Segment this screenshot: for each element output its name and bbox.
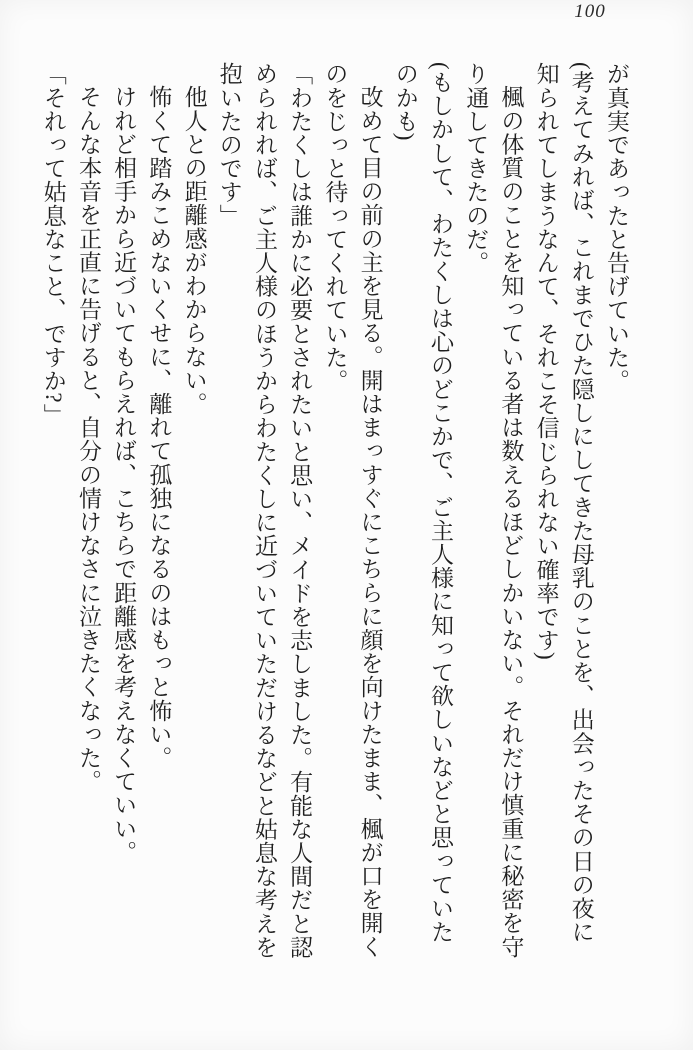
paragraph-1: が真実であったと告げていた。 [604,62,629,393]
paragraph-3: 楓の体質のことを知っている者は数えるほどしかいない。それだけ慎重に秘密を守り通してきたのだ。 [463,62,524,959]
paragraph-5: 改めて目の前の主を見る。開はまっすぐにこちらに顔を向けたまま、楓が口を開くのをじっと待ってくれていた。 [322,62,383,959]
page-number: 100 [574,1,606,22]
paragraph-8: 怖くて踏みこめないくせに、離れて孤独になるのはもっと怖い。 [146,85,172,770]
paragraph-11: 「それって姑息なこと、ですか?」 [40,62,66,427]
paragraph-2: (考えてみれば、これまでひた隠しにしてきた母乳のことを、出会ったその日の夜に知られてしまうなんて、それこそ信じられない確率です) [533,62,594,944]
text-area [36,62,634,959]
paragraph-9: けれど相手から近づいてもらえれば、こちらで距離感を考えなくていい。 [111,85,137,864]
paragraph-4: (もしかして、わたくしは心のどこかで、ご主人様に知って欲しいなどと思っていたのかも) [392,62,453,944]
paragraph-7: 他人との距離感がわからない。 [181,85,207,416]
paragraph-10: そんな本音を正直に告げると、自分の情けなさに泣きたくなった。 [75,85,101,793]
paragraph-6: 「わたくしは誰かに必要とされたいと思い、メイドを志しました。有能な人間だと認められれば、ご主人様のほうからわたくしに近づいていただけるなどと姑息な考えを抱いたのです」 [216,62,313,959]
